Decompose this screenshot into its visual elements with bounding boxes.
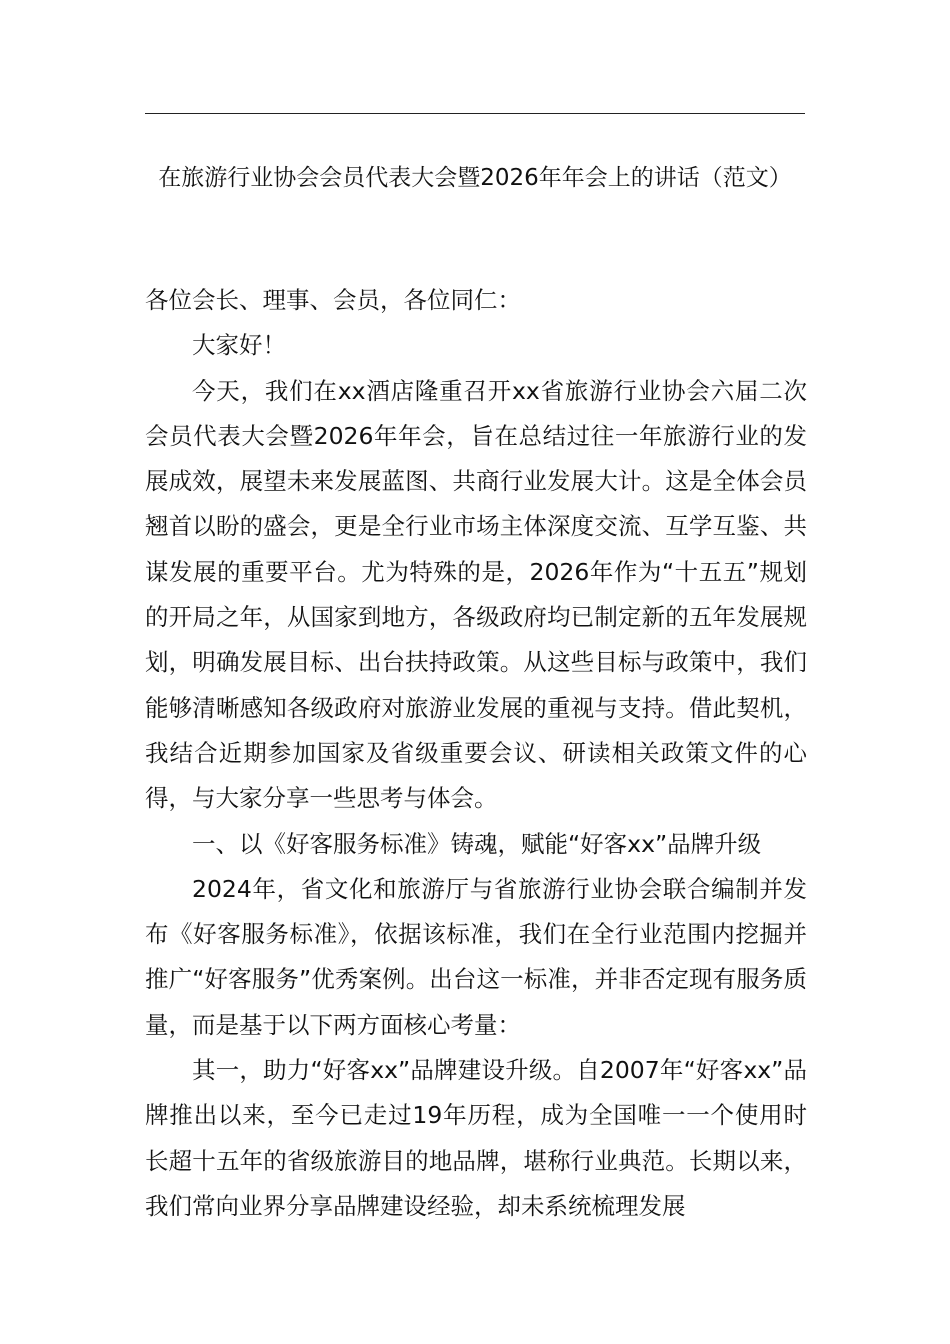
salutation: 各位会长、理事、会员，各位同仁： bbox=[145, 286, 521, 314]
paragraph-brand: 其一，助力“好客xx”品牌建设升级。自2007年“好客xx”品牌推出以来，至今已走过19年历程，成为全国唯一一个使用时长超十五年的省级旅游目的地品牌，堪称行业典范。长期以来，我们常向业界分享品牌建设经验，却未系统梳理发展 bbox=[145, 1056, 807, 1220]
document-body bbox=[145, 278, 807, 1229]
section-heading-1: 一、以《好客服务标准》铸魂，赋能“好客xx”品牌升级 bbox=[192, 829, 762, 858]
paragraph-standard: 2024年，省文化和旅游厅与省旅游行业协会联合编制并发布《好客服务标准》，依据该标准，我们在全行业范围内挖掘并推广“好客服务”优秀案例。出台这一标准，并非否定现有服务质量，而是基于以下两方面核心考量： bbox=[145, 874, 807, 1039]
document-title: 在旅游行业协会会员代表大会暨2026年年会上的讲话（范文） bbox=[158, 165, 792, 191]
paragraph-opening: 今天，我们在xx酒店隆重召开xx省旅游行业协会六届二次会员代表大会暨2026年年会，旨在总结过往一年旅游行业的发展成效，展望未来发展蓝图、共商行业发展大计。这是全体会员翘首以盼的盛会，更是全行业市场主体深度交流、互学互鉴、共谋发展的重要平台。尤为特殊的是，2026年作为“十五五”规划的开局之年，从国家到地方，各级政府均已制定新的五年发展规划，明确发展目标、出台扶持政策。从这些目标与政策中，我们能够清晰感知各级政府对旅游业发展的重视与支持。借此契机，我结合近期参加国家及省级重要会议、研读相关政策文件的心得，与大家分享一些思考与体会。 bbox=[145, 376, 807, 813]
header-rule bbox=[145, 113, 805, 114]
greeting: 大家好！ bbox=[192, 331, 286, 360]
